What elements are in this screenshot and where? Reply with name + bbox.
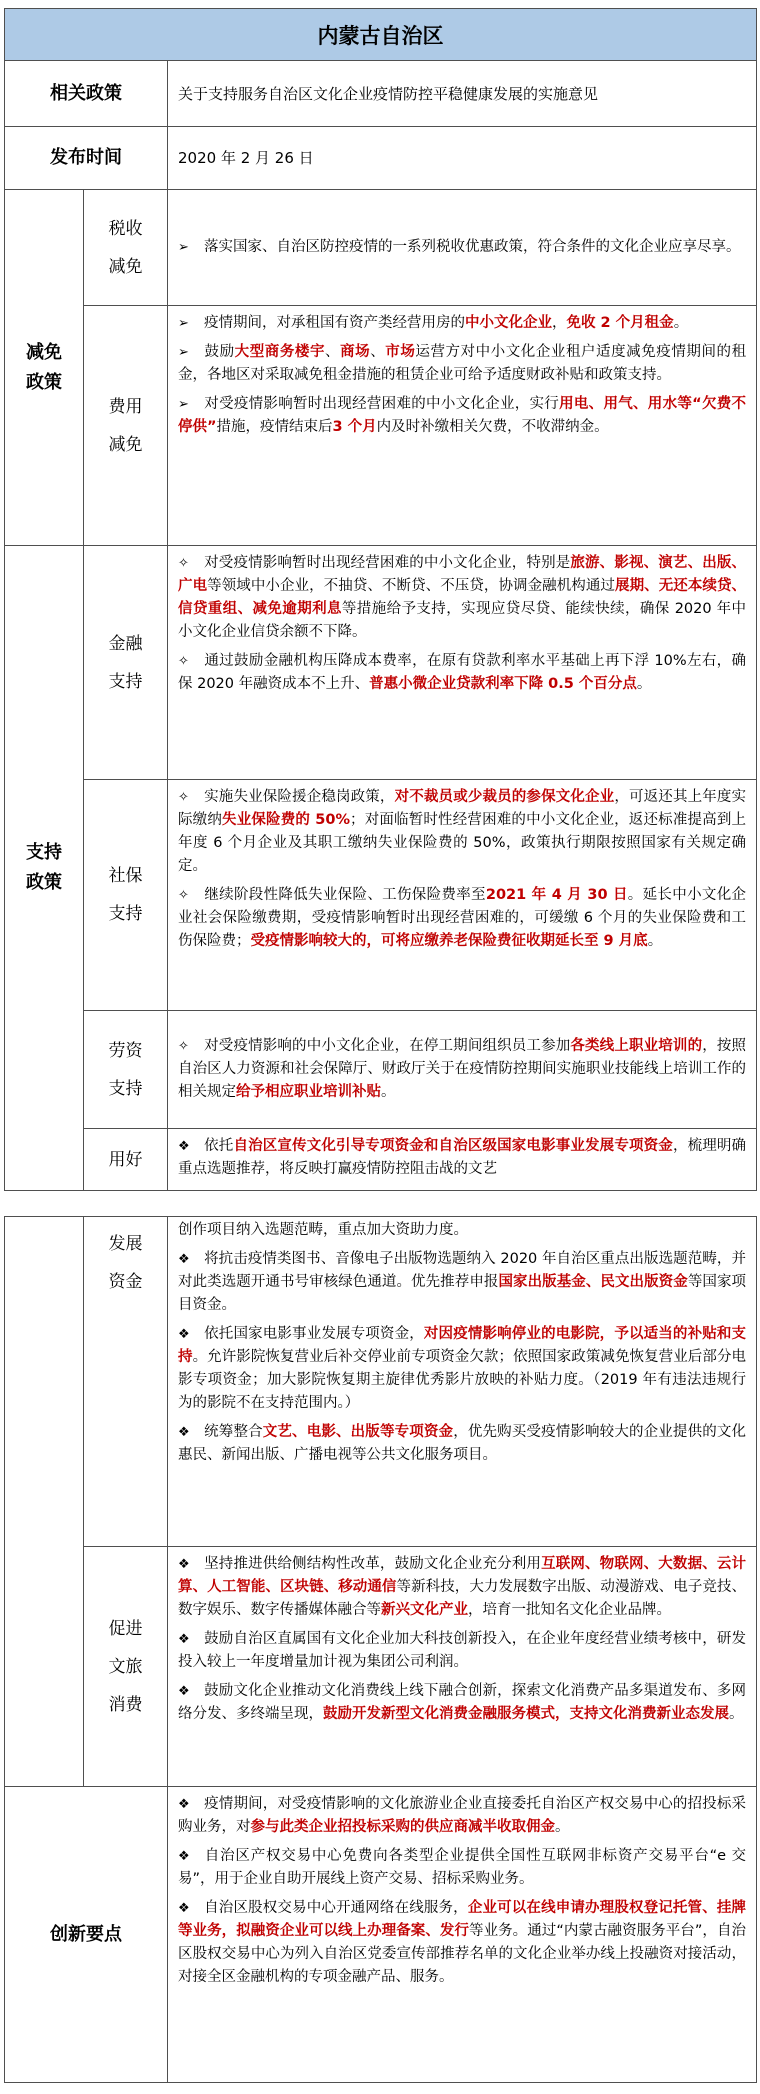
item-text: 依托国家电影事业发展专项资金， — [204, 1326, 424, 1342]
item-text: 等领域中小企业，不抽贷、不断贷、不压贷，协调金融机构通过 — [207, 578, 615, 594]
item-text: 疫情期间，对承租国有资产类经营用房的 — [204, 315, 465, 331]
publish-date: 2020 年 2 月 26 日 — [168, 127, 757, 190]
item-text: 对受疫情影响的中小文化企业，在停工期间组织员工参加 — [204, 1038, 571, 1054]
bullet-icon: ✧ — [178, 1039, 189, 1054]
bullet-icon: ❖ — [178, 1425, 190, 1440]
policy-item — [178, 1421, 746, 1467]
dev-fund-content — [168, 1217, 757, 1547]
highlighted-text: 3 个月 — [332, 419, 377, 435]
policy-item — [178, 1793, 746, 1839]
item-text: ；对面临暂时性经营困难的中小文化企业，返还标准提高到上年度 6 个月企业及其职工缴纳失业保险费的 50%，政策执行期限按照国家有关规定确定。 — [178, 812, 747, 874]
item-text: ， — [552, 315, 567, 331]
policy-item — [178, 341, 746, 387]
highlighted-text: 互联网、物联网、大数据、云计算、人工智能、区块链、移动通信 — [178, 1556, 747, 1595]
highlighted-text: 普惠小微企业贷款利率下降 0.5 个百分点 — [369, 676, 637, 692]
highlighted-text: 商场 — [340, 344, 371, 360]
policy-item — [178, 236, 746, 259]
item-text: 统筹整合 — [204, 1424, 263, 1440]
item-text: 通过鼓励金融机构压降成本费率，在原有贷款利率水平基础上再下浮 10%左右，确保 2020 年融资成本不上升、 — [178, 653, 747, 692]
support-policy-text: 支持政策 — [26, 842, 62, 893]
policy-item — [178, 1323, 746, 1415]
bullet-icon: ❖ — [178, 1139, 190, 1154]
item-text: 将抗击疫情类图书、音像电子出版物选题纳入 2020 年自治区重点出版选题范畴，并对此类选题开通书号审核绿色通道。优先推荐申报 — [178, 1251, 746, 1290]
item-text: 自治区产权交易中心免费向各类型企业提供全国性互联网非标资产交易平台“e 交易”，用于企业自助开展线上资产交易、招标采购业务。 — [178, 1848, 746, 1887]
policy-item — [178, 1628, 746, 1674]
item-text: 对受疫情影响暂时出现经营困难的中小文化企业，特别是 — [204, 555, 571, 571]
highlighted-text: 参与此类企业招投标采购的供应商减半收取佣金 — [250, 1819, 555, 1835]
highlighted-text: 文艺、电影、出版等专项资金 — [262, 1424, 454, 1440]
promote-consumption-label: 促进文旅消费 — [84, 1547, 168, 1787]
finance-support-content — [168, 546, 757, 780]
item-text: ，优先购买受疫情影响较大的企业提供的文化惠民、新闻出版、广播电视等公共文化服务项目。 — [178, 1424, 747, 1463]
item-text: 等新科技，大力发展数字出版、动漫游戏、电子竞技、数字娱乐、数字传播媒体融合等 — [178, 1579, 747, 1618]
highlighted-text: 各类线上职业培训的 — [570, 1038, 703, 1054]
policy-item — [178, 1553, 746, 1622]
policy-item — [178, 1035, 746, 1104]
item-text: 鼓励 — [204, 344, 235, 360]
innovation-label: 创新要点 — [5, 1787, 168, 2083]
highlighted-text: 企业可以在线申请办理股权登记托管、挂牌等业务，拟融资企业可以线上办理备案、发行 — [178, 1900, 747, 1939]
item-text: 实施失业保险援企稳岗政策， — [204, 789, 395, 805]
policy-item — [178, 1845, 746, 1891]
highlighted-text: 对因疫情影响停业的电影院，予以适当的补贴和支持 — [178, 1326, 747, 1365]
item-text: 鼓励文化企业推动文化消费线上线下融合创新，探索文化消费产品多渠道发布、多网络分发、多终端呈现， — [178, 1683, 746, 1722]
item-text: 疫情期间，对受疫情影响的文化旅游业企业直接委托自治区产权交易中心的招投标采购业务，对 — [178, 1796, 746, 1835]
policy-item — [178, 312, 746, 335]
bullet-icon: ✧ — [178, 654, 189, 669]
promote-consumption-content — [168, 1547, 757, 1787]
item-text: 继续阶段性降低失业保险、工伤保险费率至 — [204, 887, 486, 903]
item-text: 、 — [325, 344, 341, 360]
innovation-content — [168, 1787, 757, 2083]
bullet-icon: ✧ — [178, 888, 189, 903]
use-funds-label: 用好 — [84, 1129, 168, 1191]
item-text: 。延长中小文化企业社会保险缴费期，受疫情影响暂时出现经营困难的，可缓缴 6 个月的失业保险费和工伤保险费； — [178, 887, 747, 949]
item-text: ，培育一批知名文化企业品牌。 — [468, 1602, 671, 1618]
item-text: 运营方对中小文化企业租户适度减免疫情期间的租金，各地区对采取减免租金措施的租赁企业可给予适度财政补贴和政策支持。 — [178, 344, 747, 383]
publish-label: 发布时间 — [5, 127, 168, 190]
item-text: 等措施给予支持，实现应贷尽贷、能续快续，确保 2020 年中小文化企业信贷余额不下降。 — [178, 601, 747, 640]
reduction-policy-text: 减免政策 — [26, 341, 62, 393]
policy-item — [178, 884, 746, 953]
policy-item — [178, 1897, 746, 1989]
bullet-icon: ❖ — [178, 1557, 190, 1572]
policy-item — [178, 1680, 746, 1726]
social-security-label: 社保支持 — [84, 780, 168, 1011]
item-text: 。允许影院恢复营业后补交停业前专项资金欠款；依照国家政策减免恢复营业后部分电影专项资金；加大影院恢复期主旋律优秀影片放映的补贴力度。（2019 年有违法违规行为的影院不在支持范围内。） — [178, 1349, 747, 1411]
policy-item — [178, 393, 746, 439]
use-funds-content — [168, 1129, 757, 1191]
item-text: 。 — [673, 315, 689, 331]
policy-table-part-2 — [4, 1216, 757, 2083]
item-text: 措施，疫情结束后 — [216, 419, 333, 435]
item-text: 落实国家、自治区防控疫情的一系列税收优惠政策，符合条件的文化企业应享尽享。 — [204, 239, 741, 255]
item-text: 内及时补缴相关欠费，不收滞纳金。 — [376, 419, 609, 435]
bullet-icon: ❖ — [178, 1252, 190, 1267]
item-text: 自治区股权交易中心开通网络在线服务， — [204, 1900, 468, 1916]
dev-fund-label: 发展资金 — [84, 1217, 168, 1547]
policy-name: 关于支持服务自治区文化企业疫情防控平稳健康发展的实施意见 — [168, 61, 757, 127]
fee-reduction-label: 费用减免 — [84, 306, 168, 546]
policy-item — [178, 1248, 746, 1317]
item-text: ，按照自治区人力资源和社会保障厅、财政厅关于在疫情防控期间实施职业技能线上培训工作的相关规定 — [178, 1038, 747, 1100]
bullet-icon: ➢ — [178, 397, 189, 412]
finance-support-label: 金融支持 — [84, 546, 168, 780]
item-text: ，梳理明确重点选题推荐，将反映打赢疫情防控阻击战的文艺 — [178, 1138, 747, 1177]
policy-table-part-1 — [4, 8, 757, 1191]
policy-item — [178, 552, 746, 644]
bullet-icon: ❖ — [178, 1327, 190, 1342]
highlighted-text: 鼓励开发新型文化消费金融服务模式，支持文化消费新业态发展 — [323, 1706, 729, 1722]
support-continued-blank — [5, 1217, 84, 1787]
reduction-policy-label — [5, 190, 84, 546]
item-text: 创作项目纳入选题范畴，重点加大资助力度。 — [178, 1222, 468, 1238]
highlighted-text: 2021 年 4 月 30 日 — [485, 887, 628, 903]
highlighted-text: 中小文化企业 — [465, 315, 552, 331]
highlighted-text: 免收 2 个月租金 — [566, 315, 674, 331]
support-policy-label — [5, 546, 84, 1191]
bullet-icon: ❖ — [178, 1901, 190, 1916]
item-text: 依托 — [204, 1138, 234, 1154]
item-text: 鼓励自治区直属国有文化企业加大科技创新投入，在企业年度经营业绩考核中，研发投入较上一年度增量加计视为集团公司利润。 — [178, 1631, 746, 1670]
bullet-icon: ✧ — [178, 790, 189, 805]
highlighted-text: 用电、用气、用水等“欠费不停供” — [178, 396, 747, 435]
bullet-icon: ➢ — [178, 316, 189, 331]
policy-item — [178, 1219, 746, 1242]
policy-label: 相关政策 — [5, 61, 168, 127]
item-text: 。 — [647, 933, 663, 949]
fee-reduction-content — [168, 306, 757, 546]
policy-item — [178, 650, 746, 696]
item-text: 坚持推进供给侧结构性改革，鼓励文化企业充分利用 — [204, 1556, 542, 1572]
bullet-icon: ❖ — [178, 1797, 190, 1812]
highlighted-text: 给予相应职业培训补贴 — [236, 1084, 381, 1100]
item-text: 。 — [729, 1706, 744, 1722]
bullet-icon: ✧ — [178, 556, 189, 571]
tax-reduction-content — [168, 190, 757, 306]
tax-reduction-label: 税收减免 — [84, 190, 168, 306]
policy-item — [178, 786, 746, 878]
bullet-icon: ❖ — [178, 1849, 190, 1864]
item-text: 、 — [370, 344, 386, 360]
social-security-content — [168, 780, 757, 1011]
highlighted-text: 大型商务楼宇 — [234, 344, 326, 360]
highlighted-text: 展期、无还本续贷、信贷重组、减免逾期利息 — [178, 578, 747, 617]
item-text: 。 — [555, 1819, 570, 1835]
item-text: 对受疫情影响暂时出现经营困难的中小文化企业，实行 — [204, 396, 560, 412]
highlighted-text: 失业保险费的 50% — [222, 812, 351, 828]
highlighted-text: 国家出版基金、民文出版资金 — [498, 1274, 688, 1290]
item-text: ，可返还其上年度实际缴纳 — [178, 789, 747, 828]
item-text: 等国家项目资金。 — [178, 1274, 747, 1313]
highlighted-text: 市场 — [385, 344, 416, 360]
item-text: 等业务。通过“内蒙古融资服务平台”，自治区股权交易中心为列入自治区党委宣传部推荐名单的文化企业举办线上投融资对接活动，对接全区金融机构的专项金融产品、服务。 — [178, 1923, 746, 1985]
bullet-icon: ➢ — [178, 345, 189, 360]
bullet-icon: ❖ — [178, 1632, 190, 1647]
bullet-icon: ➢ — [178, 240, 189, 255]
highlighted-text: 旅游、影视、演艺、出版、广电 — [178, 555, 747, 594]
policy-item — [178, 1135, 746, 1181]
region-title: 内蒙古自治区 — [5, 9, 757, 61]
labor-support-label: 劳资支持 — [84, 1011, 168, 1129]
item-text: 。 — [381, 1084, 396, 1100]
highlighted-text: 新兴文化产业 — [381, 1602, 468, 1618]
highlighted-text: 自治区宣传文化引导专项资金和自治区级国家电影事业发展专项资金 — [233, 1138, 673, 1154]
bullet-icon: ❖ — [178, 1684, 190, 1699]
item-text: 。 — [636, 676, 652, 692]
highlighted-text: 受疫情影响较大的，可将应缴养老保险费征收期延长至 9 月底 — [250, 933, 648, 949]
highlighted-text: 对不裁员或少裁员的参保文化企业 — [394, 789, 615, 805]
labor-support-content — [168, 1011, 757, 1129]
